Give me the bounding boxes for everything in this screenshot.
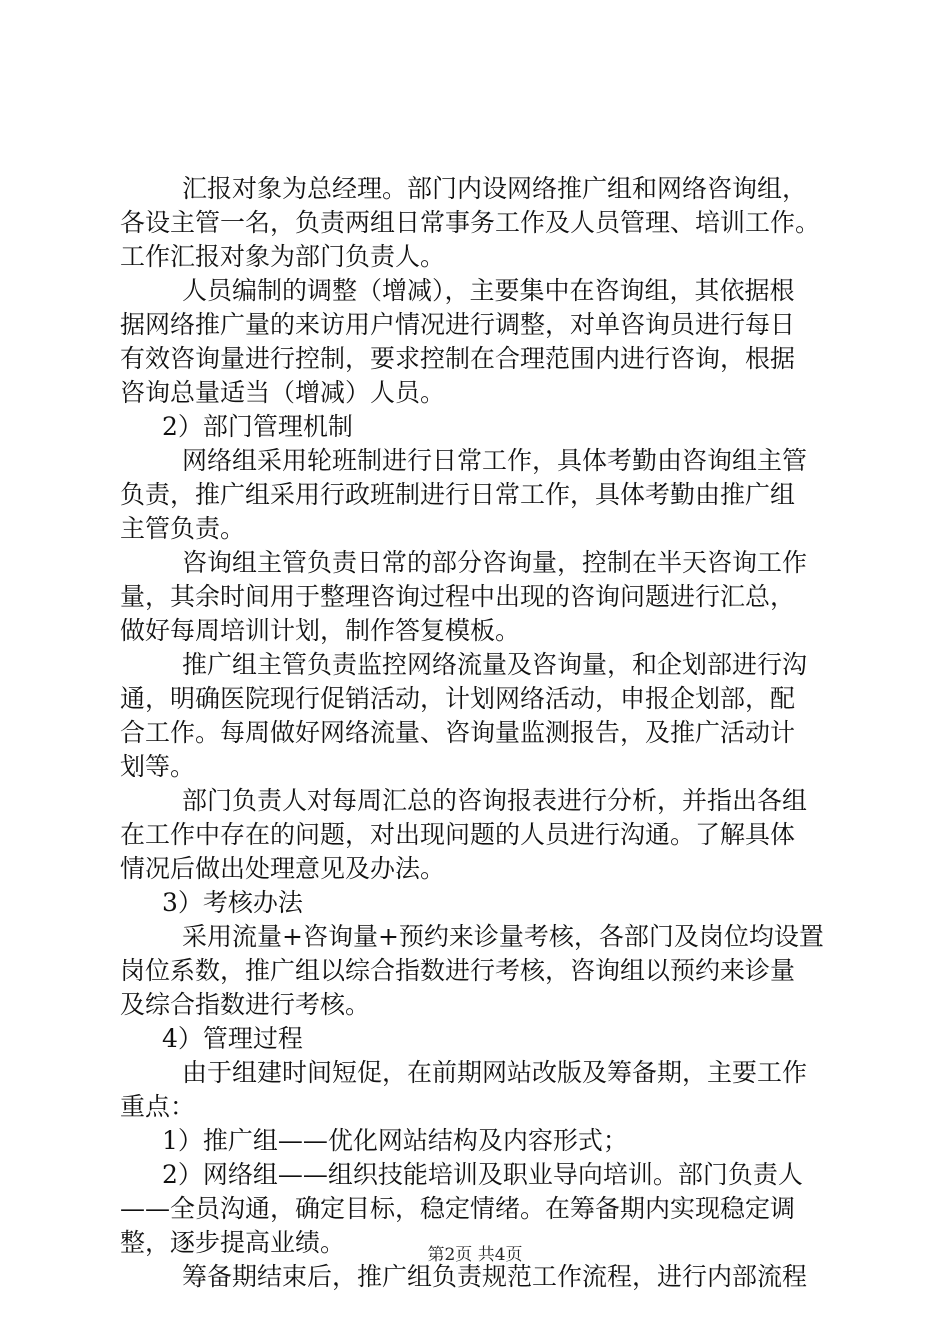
text-line: 据网络推广量的来访用户情况进行调整，对单咨询员进行每日 bbox=[120, 310, 796, 339]
text-line: 1）推广组——优化网站结构及内容形式； bbox=[162, 1126, 628, 1155]
text-line: 筹备期结束后，推广组负责规范工作流程，进行内部流程 bbox=[182, 1262, 808, 1291]
text-line: ——全员沟通，确定目标，稳定情绪。在筹备期内实现稳定调 bbox=[120, 1194, 796, 1223]
text-line: 工作汇报对象为部门负责人。 bbox=[120, 242, 446, 271]
text-line: 咨询组主管负责日常的部分咨询量，控制在半天咨询工作 bbox=[182, 548, 808, 577]
text-line: 通，明确医院现行促销活动，计划网络活动，申报企划部，配 bbox=[120, 684, 796, 713]
text-line: 采用流量+咨询量+预约来诊量考核，各部门及岗位均设置 bbox=[182, 922, 824, 951]
text-line: 由于组建时间短促，在前期网站改版及筹备期，主要工作 bbox=[182, 1058, 808, 1087]
text-line: 划等。 bbox=[120, 752, 196, 781]
text-line: 及综合指数进行考核。 bbox=[120, 990, 371, 1019]
text-line: 各设主管一名，负责两组日常事务工作及人员管理、培训工作。 bbox=[120, 208, 821, 237]
text-line: 3）考核办法 bbox=[162, 888, 303, 917]
text-line: 网络组采用轮班制进行日常工作，具体考勤由咨询组主管 bbox=[182, 446, 808, 475]
text-line: 2）部门管理机制 bbox=[162, 412, 353, 441]
text-line: 汇报对象为总经理。部门内设网络推广组和网络咨询组， bbox=[182, 174, 808, 203]
text-line: 合工作。每周做好网络流量、咨询量监测报告，及推广活动计 bbox=[120, 718, 796, 747]
text-line: 在工作中存在的问题，对出现问题的人员进行沟通。了解具体 bbox=[120, 820, 796, 849]
text-line: 重点： bbox=[120, 1092, 196, 1121]
text-line: 做好每周培训计划，制作答复模板。 bbox=[120, 616, 521, 645]
text-line: 推广组主管负责监控网络流量及咨询量，和企划部进行沟 bbox=[182, 650, 808, 679]
text-line: 咨询总量适当（增减）人员。 bbox=[120, 378, 446, 407]
text-line: 岗位系数，推广组以综合指数进行考核，咨询组以预约来诊量 bbox=[120, 956, 796, 985]
text-line: 负责，推广组采用行政班制进行日常工作，具体考勤由推广组 bbox=[120, 480, 796, 509]
document-body bbox=[120, 172, 860, 1294]
page-footer: 第2页 共4页 bbox=[427, 1245, 523, 1265]
text-line: 量，其余时间用于整理咨询过程中出现的咨询问题进行汇总， bbox=[120, 582, 796, 611]
text-line: 有效咨询量进行控制，要求控制在合理范围内进行咨询，根据 bbox=[120, 344, 796, 373]
text-line: 部门负责人对每周汇总的咨询报表进行分析，并指出各组 bbox=[182, 786, 808, 815]
text-line: 4）管理过程 bbox=[162, 1024, 303, 1053]
text-line: 人员编制的调整（增减），主要集中在咨询组，其依据根 bbox=[182, 276, 795, 305]
text-line: 整，逐步提高业绩。 bbox=[120, 1228, 346, 1257]
text-line: 2）网络组——组织技能培训及职业导向培训。部门负责人 bbox=[162, 1160, 803, 1189]
text-line: 情况后做出处理意见及办法。 bbox=[120, 854, 446, 883]
text-line: 主管负责。 bbox=[120, 514, 246, 543]
